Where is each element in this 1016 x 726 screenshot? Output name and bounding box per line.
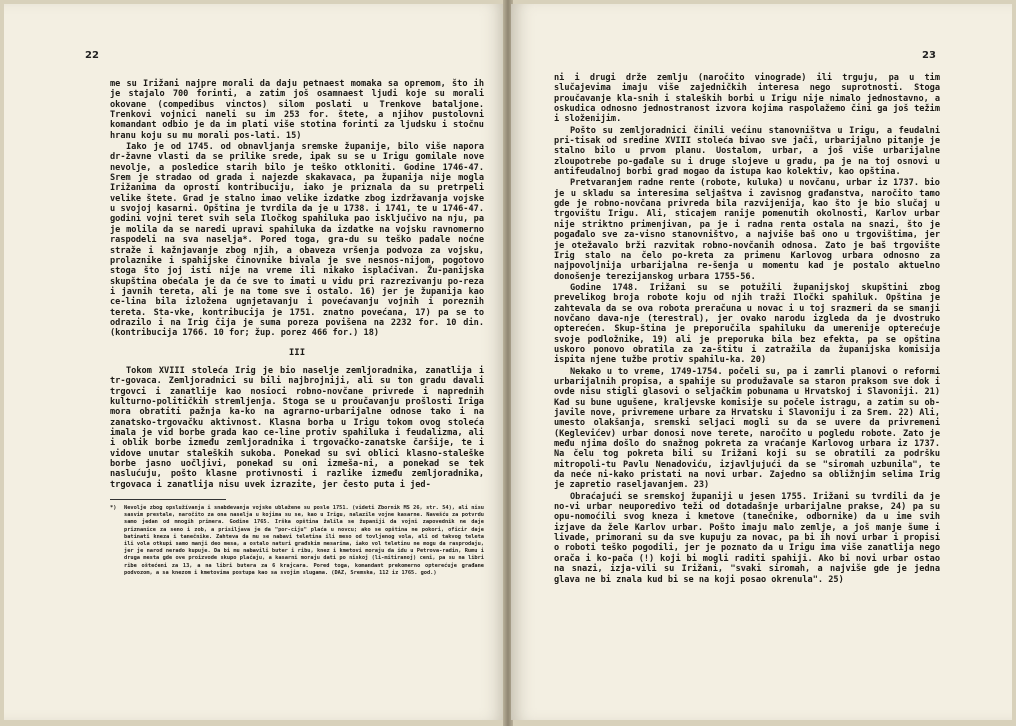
footnote-divider [110,499,226,500]
paragraph: Pošto su zemljoradnici činili većinu stanovništva u Irigu, a feudalni pri-tisak od sredine XVIII stoleća bivao sve jači, urbarijalno pitanje je stalno bilo u prvom planu. Uostalom, urbar, a još više urbarijalne zloupotrebe po-gađale su i druge slojeve u gradu, pa je na toj osnovi u antifeudalnoj borbi grad mogao da istupa kao kolektiv, kao opština. [554,125,940,178]
paragraph: Nekako u to vreme, 1749-1754. počeli su, pa i zamrli planovi o reformi urbarijalnih propisa, a spahije su produžavale sa staron praksom sve dok i ovde nisu stigli glasovi o seljačkim pobunama u Hrvatskoj i Slavoniji. 21) Kad su bune ugušene, kraljevske komisije su počele istragu, a zatim su ob-javile nove, privremene urbare za Hrvatsku i Slavoniju i za Srem. 22) Ali, umesto olakšanja, sremski seljaci mogli su da se uvere da privremeni (Keglevićev) urbar donosi nove terete, naročito u pogledu robote. Zato je među njima došlo do snažnog pokreta za vraćanje Karlovog urbara iz 1737. Na čelu tog pokreta bili su Irižani koji su se obratili za podršku mitropoli-tu Pavlu Nenadoviću, izjavljujući da se "siromah uzbunila", te da neće ni-kako pristati na novi urbar. Zajedno sa obližnjim selima Irig je zapretio raseljavanjem. 23) [554,366,940,491]
paragraph: me su Irižani najpre morali da daju petnaest momaka sa opremom, što ih je stajalo 700 forinti, a zatim još osamnaest ljudi koje su morali okovane (compedibus vinctos) silom poslati u Trenkove bataljone. Trenkovi vojnici naneli su im 253 for. štete, a njihov pustolovni komandant odbio je da im plati više stotina forinti za ljudsku i stočnu hranu koju su mu morali pos-lati. 15) [110,79,484,141]
footnote [110,505,484,577]
paragraph: Pretvaranjem radne rente (robote, kuluka) u novčanu, urbar iz 1737. bio je u skladu sa interesima seljaštva i zavisnog građanstva, naročito tamo gde je robno-novčana privreda bila razvijenija, kao što je bio slučaj u trgovištu Irigu. Ali, sticajem ranije pomenutih okolnosti, Karlov urbar nije striktno primenjivan, pa je i radna renta ostala na snazi, što je pogađalo sve za-visno stanovništvo, a najviše baš ono u trgovištima, jer je otežavalo brži razvitak robno-novčanih odnosa. Zato je baš trgovište Irig stalo na čelo po-kreta za primenu Karlovog urbara odnosno za najpovoljnija urbarijalna re-šenja u momentu kad je postalo aktuelno donošenje terezijanskog urbara 1755-56. [554,178,940,282]
paragraph: Iako je od 1745. od obnavljanja sremske županije, bilo više napora dr-žavne vlasti da se prilike srede, ipak su se u Irigu gomilale nove nevolje, a posledice starih bilo je teško otkloniti. Godine 1746-47. Srem je stradao od grada i najezde skakavaca, pa županija nije mogla Irižanima da oprosti kontribuciju, iako je priznala da su pretrpeli velike štete. Grad je stalno imao velike izdatke zbog izdržavanja vojske u svojoj kasarni. Opština je tvrdila da je u 1738. i 1741, te u 1746-47. godini vojni teret svih sela Iločkog spahiluka pao isključivo na nju, pa je molila da se naredi upravi spahiluka da izdatke na vojsku ravnomerno raspodeli na sva naselja*. Pored toga, gra-du su teško padale noćne straže i kažnjavanje zbog njih, a obaveza vršenja podvoza za vojsku, prolaznike i spahijske činovnike bivala je sve nesnos-nijom, pogotovo stoga što joj isti nije na vreme ili nikako isplaćivan. Žu-panijska skupština obećala je da će sve to imati u vidu pri razrezivanju po-reza i javnih tereta, ali je na tome sve i ostalo. 16) jer je županija kao ce-lina bila izložena ugnjetavanju i povećavanju vojnih i poreznih tereta. Sta-vke, kontribucija je 1751. znatno povećana, 17) pa se to odrazilo i na Irig čija je suma poreza povišena na 2232 for. 10 din. (kontribucija 1766. 10 for; žup. porez 466 for.) 18) [110,142,484,339]
footnote-text: Nevolje zbog opslužívanja i snabdevanja vojske ublažene su posle 1751. (videti Zbornik MS 26, str. 54), ali nisu sasvim prestale, naročito za ona naselja u kojima su se, kao u Irigu, nalazile vojne kasarne. Navešću za potvrdu samo jedan od mnogih primera. Godine 1765. Irška opština žalila se županiji da vojni zapovednik ne daje priznanice za seno i zob, a prisiljava je da "por-ciju" plaća u novcu; ako se opština ne pokori, oficir daje batinati kneza i tanečnike. Zahteva da mu se nabavi teletina ili meso od tovljenog vola, ali od takvog teleta ili vola otkupi samo manji deo mesa, a ostalo naturi građskim mesarima, iako vol teletinu ne mogu da rasprodaju, jer je narod nerado kupuje. Da bi mu nabavili buter i ribu, knez i kmetovi moraju da idu u Petrova-radin, Rumu i druga mesta gde ove proizvode skupo plaćaju, a kasarni moraju dati po niskoj (li-mitiranoj) ceni, pa su na libri ribe oštećeni za 13, a na libri butera za 6 krajcara. Pored toga, komandant prekomerno opterećuje građane podvozom, a sa knezom i kmetovima postupa kao sa svojim slugama. (DAZ, Sremska, 112 iz 1765. god.) [124,505,484,576]
right-page [511,4,1012,720]
paragraph: Obraćajući se sremskoj županiji u jesen 1755. Irižani su tvrdili da je no-vi urbar neuporedivo teži od dotadašnje urbarijalne prakse, 24) pa su opu-nomoćili svog kneza i kmetove (tanečnike, odbornike) da u ime svih izjave da žele Karlov urbar. Pošto imaju malo zemlje, a još manje šume i livade, primorani su da sve kupuju za novac, pa bi ih novi urbar i propisi o roboti teško pogodili, jer je poznato da u Irigu ima više zanatlija nego orača i ko-pača (!) koji bi mogli raditi spahiji. Ako bi novi urbar ostao na snazi, izja-vili su Irižani, "svaki siromah, a najviše gde je jedna glava ne bi znala kud bi se na koji posao okrenula". 25) [554,491,940,585]
right-body-text [554,73,940,585]
left-page [4,4,505,720]
page-number: 23 [922,50,936,61]
footnote-mark: *) [110,505,117,512]
page-number: 22 [85,50,99,61]
left-body-text [110,79,484,577]
paragraph: ni i drugi drže zemlju (naročito vinograde) ili trguju, pa u tim slučajevima imaju više zajedničkih interesa nego suprotnosti. Stoga proučavanje kla-snih i staleških borbi u Irigu nije nimalo jednostavno, a oskudica odnosno jednostranost izvora kojima raspolažemo čini ga još težim i složenijim. [554,73,940,125]
paragraph: Tokom XVIII stoleća Irig je bio naselje zemljoradnika, zanatlija i tr-govaca. Zemljoradnici su bili najbrojniji, ali su ton gradu davali trgovci i zanatlije kao nosioci robno-novčane privrede i naprednih kulturno-političkih stremljenja. Stoga se u proučavanju prošlosti Iriga mora obratiti pažnja ka-ko na agrarno-urbarijalne odnose tako i na zanatsko-trgovačku aktivnost. Klasna borba u Irigu tokom ovog stoleća imala je vid borbe grada kao ce-line protiv spahiluka i feudalizma, ali i oblik borbe između zemljoradnika i trgovačko-zanatske čaršije, te i vidove unutar staleških sukoba. Ponekad su svi oblici klasno-staleške borbe jasno uočljivi, ponekad su oni izmeša-ni, a ponekad se tek naslućuju, pošto klasne protivnosti i razlike između zemljoradnika, trgovaca i zanatlija nisu uvek izrazite, jer često puta i jed- [110,365,484,490]
paragraph: Godine 1748. Irižani su se potužili županijskoj skupštini zbog prevelikog broja robote koju od njih traži Iločki spahiluk. Opština je zahtevala da se ova robota preračuna u novac i u toj srazmeri da se smanji novčano dava-nje (terestral), jer ovako narodu izgleda da je dvostruko opterećen. Skup-ština je preporučila spahiluku da umerenije opterećuje svoje podložnike, 19) ali je preporuka bila bez efekta, pa se opština uskoro ponovo obratila za za-štitu i zatražila da županijska komisija ispita njene tužbe protiv spahilu-ka. 20) [554,282,940,366]
section-heading: III [288,347,306,358]
